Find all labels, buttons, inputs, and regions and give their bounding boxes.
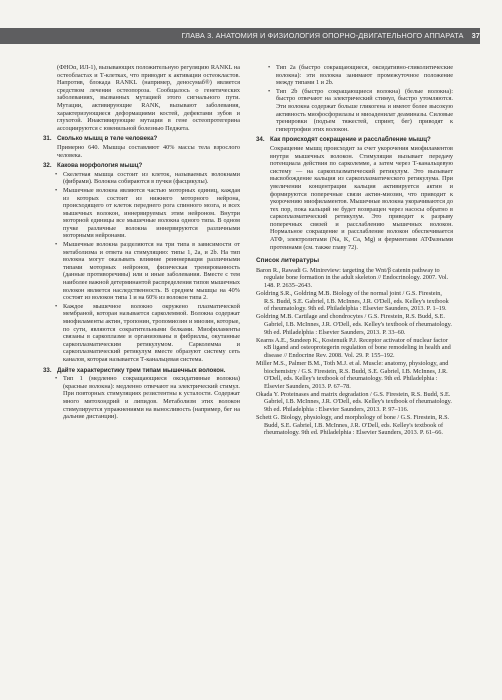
list-item: • Тип 2b (быстро сокращающиеся волокна) (белые волокна): быстро отвечают на электрический стимул, быстро утомляются. Эти волокна содержат больше гликогена и имеют более высокую активность миофосфорилазы и миоаденилат деаминазы. Силовые тренировки (подъем тяжестей, спринт, бег) приводят к гипертрофии этих волокон.	[256, 88, 453, 134]
page-number: 37	[471, 31, 480, 40]
chapter-title: ГЛАВА 3. АНАТОМИЯ И ФИЗИОЛОГИЯ ОПОРНО-ДВИГАТЕЛЬНОГО АППАРАТА	[181, 31, 464, 40]
question-34	[256, 136, 453, 144]
reference-item: Okada Y. Proteinases and matrix degradation / G.S. Firestein, R.S. Budd, S.E. Gabriel, I.B. McInnes, J.R. O'Dell, eds. Kelley's textbook of rheumatology. 9th ed. Philadelphia : Elsevier Saunders, 2013. P. 97–116.	[256, 390, 452, 414]
reference-item: Baron R., Rawadi G. Minireview: targeting the Wnt/β catenin pathway to regulate bone formation in the adult skeleton // Endocrinology. 2007. Vol. 148. P. 2635–2643.	[256, 266, 449, 290]
question-number: 33.	[43, 366, 52, 374]
list-item: • Каждое мышечное волокно окружено плазматической мембраной, которая называется сарколеммой. Волокна содержат миофиламенты актин, тропонин, тропомиозин и миозин, которые, по сути, являются сократительными белками. Миофиламенты связаны в саркоплазме и организованы в фибриллы, окутанные саркоплазматическим ретикулумом. Сарколемма и саркоплазматический ретикулум вместе образуют систему сеть каналов, которая называется Т-канальцевая система.	[43, 303, 240, 364]
question-title: Как происходят сокращение и расслабление мышц?	[270, 136, 431, 144]
list-item: • Мышечные волокна являются частью моторных единиц, каждая из которых состоит из нижнего моторного нейрона, происходящего от клеток переднего рога спинного мозга, и всех мышечных волокон, иннервируемых этим нейроном. Внутри моторной единицы все мышечные волокна одного типа. В одном пучке различные волокна иннервируются различными моторными нейронами.	[43, 187, 240, 240]
reference-item: Schett G. Biology, physiology, and morphology of bone / G.S. Firestein, R.S. Budd, S.E. Gabriel, I.B. McInnes, J.R. O'Dell, eds. Kelley's textbook of rheumatology. 9th ed. Philadelphia : Elsevier Saunders, 2013. P. 61–66.	[256, 414, 450, 437]
list-item: • Мышечные волокна разделяются на три типа в зависимости от метаболизма и ответа на стимуляцию: типы 1, 2а, и 2b. На тип волокна могут оказывать влияние реиннервация различными типами моторных нейронов, физическая тренированность (данные противоречивы) или и иные заболевания. Вместе с тем наиболее важной детерминантой распределения типов мышечных волокон является наследственность. В среднем мышцы на 40% состоят из волокон типа 1 и на 60% из волокон типа 2.	[43, 241, 240, 302]
question-number: 32.	[43, 162, 52, 170]
question-number: 31.	[43, 135, 52, 143]
reference-item: Goldring S.R., Goldring M.B. Biology of the normal joint / G.S. Firestein, R.S. Budd, S.E. Gabriel, I.B. McInnes, J.R. O'Dell, eds. Kelley's textbook of rheumatology. 9th ed. Philadelphia : Elsevier Saunders, 2013. P. 1–19.	[256, 290, 449, 313]
question-title: Дайте характеристику трем типам мышечных волокон.	[57, 366, 226, 374]
list-item: • Тип 2a (быстро сокращающиеся, оксидативно-гликолитические волокна): эти волокна занимают промежуточное положение между типами 1 и 2b.	[256, 64, 453, 87]
question-31	[43, 135, 240, 143]
answer-31: Примерно 640. Мышцы составляют 40% массы тела взрослого человека.	[57, 143, 240, 159]
reference-item: Goldring M.B. Cartilage and chondrocytes / G.S. Firestein, R.S. Budd, S.E. Gabriel, I.B. McInnes, J.R. O'Dell, eds. Kelley's textbook of rheumatology. 9th ed. Philadelphia : Elsevier Saunders, 2013. P. 33–60.	[256, 313, 452, 336]
reference-item: Kearns A.E., Sundeep K., Kostenuik P.J. Receptor activator of nuclear factor κB ligand and osteoprotegerin regulation of bone remodeling in health and disease // Endocrine Rev. 2008. Vol. 29. P. 155–192.	[256, 336, 451, 359]
question-title: Сколько мышц в теле человека?	[57, 135, 158, 143]
list-item: • Скелетная мышца состоит из клеток, называемых волокнами (фибрами). Волокна собираются в пучки (фасцикулы).	[43, 171, 240, 186]
reference-item: Miller M.S., Palmer B.M., Toth M.J. et al. Muscle: anatomy, physiology, and biochemistry / G.S. Firestein, R.S. Budd, S.E. Gabriel, I.B. McInnes, J.R. O'Dell, eds. Kelley's textbook of rheumatology. 9th ed. Philadelphia : Elsevier Saunders, 2013. P. 67–78.	[256, 359, 449, 390]
chapter-header	[0, 28, 480, 44]
intro-paragraph: (ФНОα, ИЛ-1), вызывающих положительную регуляцию RANKL на остеобластах и Т-клетках, что приводит к активации остеокластов. Напротив, блокада RANKL (например, деносумаб®) является средством лечения остеопороза. Сообщалось о генетических заболеваниях, вызванных мутацией этого сигнального пути. Мутации, активирующие RANK, вызывают заболевания, характеризующиеся деформациями костей, дефектами зубов и глухотой. Инактивирующие мутации в гене остеопротегерина ассоциируются с ювенильной болезнью Педжета.	[57, 64, 240, 132]
answer-34: Сокращение мышц происходит за счет укорочения миофиламентов внутри мышечных волокон. Стимуляция вызывает передачу потенциала действия по сарколемме, а затем через Т-канальцевую систему — на саркоплазматический ретикулум. Это вызывает высвобождение кальция из саркоплазматического ретикулума. При увеличении концентрации кальция активируется актин и формируются поперечные связи актин-миозин, что приводит к укорочению миофиламентов. Мышечные волокна укорачиваются до тех пор, пока кальций не будет возвращен через насосы обратно в саркоплазматический ретикулум. Это приводит к разрыву поперечных связей и расслаблению мышечных волокон. Нормальное сокращение и расслабление волокон обеспечивается АТФ, электролитами (Na, K, Ca, Mg) и ферментами АТФазными протеинами (см. также главу 72).	[270, 144, 453, 251]
question-32	[43, 162, 240, 170]
list-item: • Тип 1 (медленно сокращающиеся оксидативные волокна) (красные волокна): медленно отвечают на электрический стимул. При повторных стимуляциях резистентны к усталости. Содержат много митохондрий и липидов. Метаболизм этих волокон стимулируется упражнениями на выносливость (например, бег на дальние дистанции).	[43, 375, 240, 421]
right-column	[256, 64, 453, 437]
question-number: 34.	[256, 136, 265, 144]
left-column	[43, 64, 240, 422]
literature-heading: Список литературы	[256, 257, 320, 265]
question-33	[43, 367, 240, 375]
question-title: Какова морфология мышц?	[57, 162, 143, 170]
